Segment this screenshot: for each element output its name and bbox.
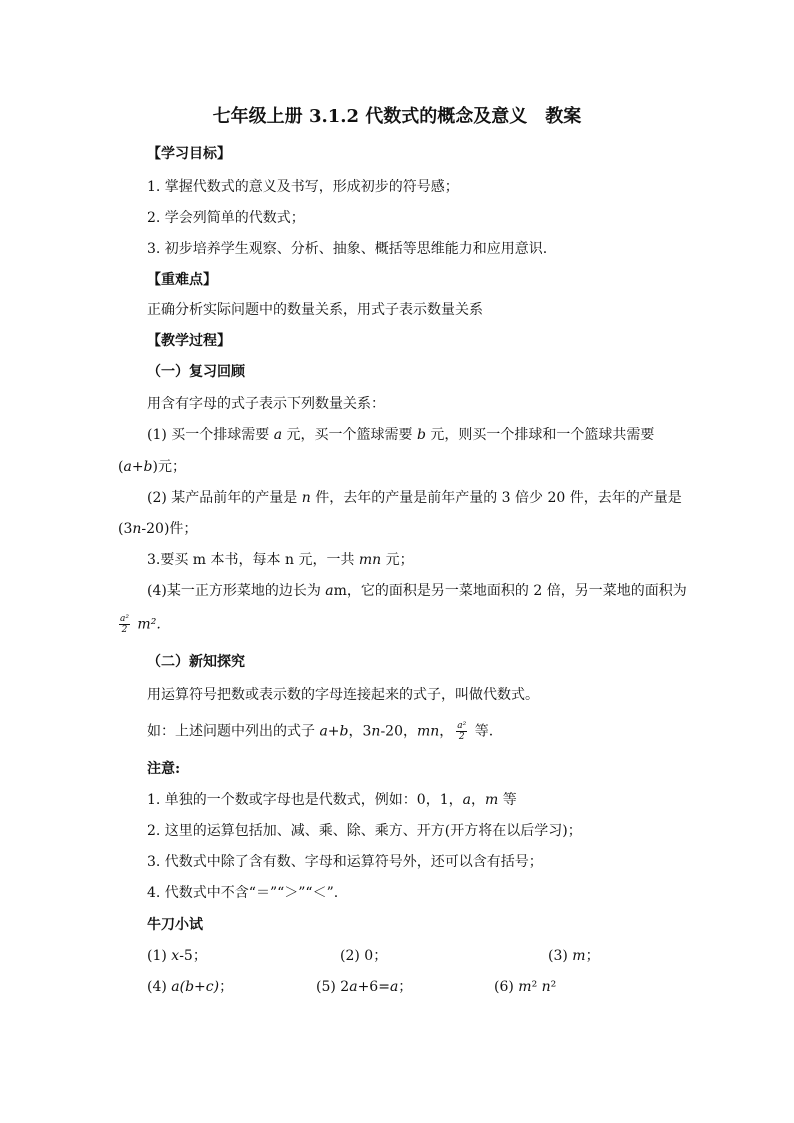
text: 件，去年的产量是前年产量的 3 倍少 20 件，去年的产量是 <box>310 490 682 506</box>
review-item-1-cont <box>118 457 186 477</box>
text: (1) 买一个排球需要 <box>147 427 274 443</box>
text: 1. 单独的一个数或字母也是代数式，例如：0，1， <box>147 792 463 808</box>
fraction-denominator: 2 <box>458 732 465 742</box>
variable: m <box>572 948 586 964</box>
text: (5) 2 <box>316 979 350 995</box>
variable: a <box>462 792 471 808</box>
fraction-numerator: a² <box>457 721 467 731</box>
variable: a <box>325 583 334 599</box>
text: +6= <box>357 979 390 995</box>
variable: a+b <box>319 723 349 740</box>
text: (4)某一正方形菜地的边长为 <box>147 583 326 599</box>
note-item: 3. 代数式中除了含有数、字母和运算符号外，还可以含有括号； <box>147 854 543 870</box>
quiz-title: 牛刀小试 <box>147 917 203 933</box>
review-item-2 <box>147 488 682 508</box>
variable: a <box>273 427 283 443</box>
variable: n <box>301 490 311 506</box>
text: (4) <box>147 979 172 995</box>
text: ² <box>550 979 557 995</box>
review-item-1 <box>147 425 654 445</box>
review-item-2-cont <box>118 519 197 539</box>
text: (2) 某产品前年的产量是 <box>147 490 302 506</box>
text: ，3 <box>348 723 372 740</box>
key-text: 正确分析实际问题中的数量关系，用式子表示数量关系 <box>147 302 483 318</box>
review-item-4 <box>147 581 687 601</box>
variable: a <box>389 979 399 995</box>
definition-text: 用运算符号把数或表示数的字母连接起来的式子，叫做代数式。 <box>147 687 539 703</box>
text: (3) <box>548 948 573 964</box>
variable: n <box>371 723 381 740</box>
text: ( <box>118 459 124 475</box>
note-item: 2. 这里的运算包括加、减、乘、除、乘方、开方(开方将在以后学习)； <box>147 823 582 839</box>
variable: m <box>518 979 532 995</box>
example-line <box>147 721 493 742</box>
subsection-new: （二）新知探究 <box>147 654 245 670</box>
variable: m <box>484 792 499 808</box>
text: m². <box>132 616 161 633</box>
quiz-item-3 <box>548 946 600 966</box>
text: -5； <box>179 948 207 964</box>
variable: mn <box>417 723 440 740</box>
text: -20)件； <box>141 521 198 537</box>
fraction <box>119 614 130 635</box>
text: ； <box>219 979 234 995</box>
text: 等. <box>470 723 494 740</box>
review-item-3 <box>147 550 414 570</box>
text: m，它的面积是另一菜地面积的 2 倍，另一菜地的面积为 <box>333 583 687 599</box>
text: ， <box>439 723 454 740</box>
fraction-numerator: a² <box>120 614 129 624</box>
text: (6) <box>494 979 519 995</box>
text: 如：上述问题中列出的式子 <box>147 723 320 740</box>
review-item-4-cont <box>116 614 161 635</box>
text: 元，则买一个排球和一个篮球共需要 <box>425 427 655 443</box>
text: ² <box>531 979 542 995</box>
goal-item: 1. 掌握代数式的意义及书写，形成初步的符号感； <box>147 179 459 195</box>
text: 元，买一个篮球需要 <box>282 427 417 443</box>
quiz-item-4 <box>147 977 233 997</box>
section-process-heading: 【教学过程】 <box>147 333 231 349</box>
text: (1) <box>147 948 172 964</box>
quiz-item-2: (2) 0； <box>340 948 388 964</box>
goal-item: 2. 学会列简单的代数式； <box>147 210 305 226</box>
quiz-item-6 <box>494 977 556 997</box>
note-item: 4. 代数式中不含“＝”“＞”“＜”. <box>147 885 339 901</box>
page-title: 七年级上册 3.1.2 代数式的概念及意义 教案 <box>212 106 582 127</box>
text: ， <box>470 792 485 808</box>
text: (3 <box>118 521 133 537</box>
variable: a(b+c) <box>171 979 220 995</box>
variable: n <box>541 979 551 995</box>
variable: x <box>171 948 180 964</box>
review-intro: 用含有字母的式子表示下列数量关系： <box>147 396 385 412</box>
variable: a <box>349 979 358 995</box>
text: 元； <box>381 552 414 568</box>
fraction-denominator: 2 <box>121 625 128 635</box>
subsection-review: （一）复习回顾 <box>147 364 245 380</box>
section-key-heading: 【重难点】 <box>147 272 217 288</box>
text: )元； <box>152 459 186 475</box>
note-title: 注意: <box>147 761 181 777</box>
text: -20， <box>380 723 417 740</box>
variable: mn <box>358 552 382 568</box>
variable: b <box>417 427 426 443</box>
note-item <box>147 790 517 810</box>
goal-item: 3. 初步培养学生观察、分析、抽象、概括等思维能力和应用意识. <box>147 241 548 257</box>
variable: n <box>132 521 142 537</box>
quiz-item-5 <box>316 977 412 997</box>
text: ； <box>398 979 413 995</box>
text: ； <box>585 948 600 964</box>
variable: a+b <box>123 459 153 475</box>
text: 3.要买 m 本书，每本 n 元，一共 <box>147 552 359 568</box>
fraction <box>456 721 467 742</box>
quiz-item-1 <box>147 946 207 966</box>
text: 等 <box>498 792 517 808</box>
section-goals-heading: 【学习目标】 <box>147 146 231 162</box>
